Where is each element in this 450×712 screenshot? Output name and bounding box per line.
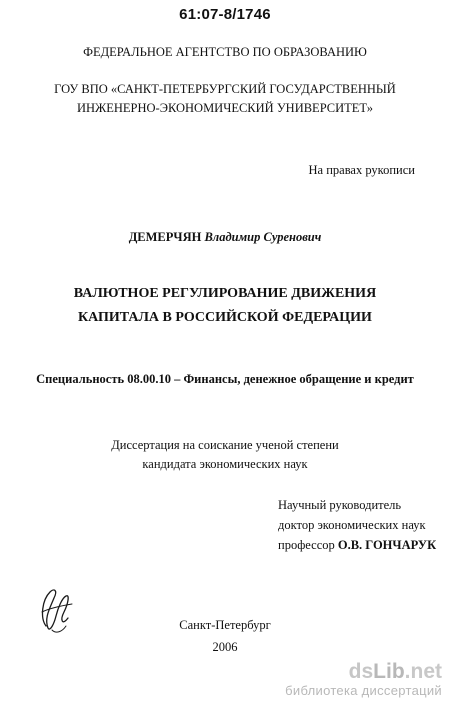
dissertation-degree-line-1: Диссертация на соискание ученой степени [111,438,339,452]
year: 2006 [212,640,238,654]
supervisor-name: О.В. ГОНЧАРУК [337,538,437,552]
dissertation-degree-line-2: кандидата экономических наук [142,457,308,471]
author-given-names: Владимир Суренович [204,230,322,244]
manuscript-rights-note: На правах рукописи [308,163,415,177]
supervisor-name-line [278,538,436,553]
document-number: 61:07-8/1746 [179,6,271,23]
supervisor-role: Научный руководитель [278,498,402,512]
author-surname: ДЕМЕРЧЯН [128,230,202,244]
watermark-logo-ds: ds [348,660,374,683]
agency-name: ФЕДЕРАЛЬНОЕ АГЕНТСТВО ПО ОБРАЗОВАНИЮ [83,45,367,59]
watermark-logo-net: .net [404,660,442,683]
watermark-logo [267,661,442,683]
specialty-line: Специальность 08.00.10 – Финансы, денежное обращение и кредит [36,372,414,386]
author-name [0,230,450,245]
watermark-subtitle: библиотека диссертаций [285,683,442,698]
supervisor-degree: доктор экономических наук [278,518,426,532]
supervisor-title: профессор [278,538,335,552]
institution-line-2: ИНЖЕНЕРНО-ЭКОНОМИЧЕСКИЙ УНИВЕРСИТЕТ» [76,101,373,115]
watermark [267,661,442,699]
thesis-title-line-1: ВАЛЮТНОЕ РЕГУЛИРОВАНИЕ ДВИЖЕНИЯ [73,286,377,301]
institution-line-1: ГОУ ВПО «САНКТ-ПЕТЕРБУРГСКИЙ ГОСУДАРСТВЕННЫЙ [54,82,396,96]
thesis-title-line-2: КАПИТАЛА В РОССИЙСКОЙ ФЕДЕРАЦИИ [78,310,372,325]
watermark-logo-lib: Lib [373,660,405,683]
city: Санкт-Петербург [179,618,271,632]
